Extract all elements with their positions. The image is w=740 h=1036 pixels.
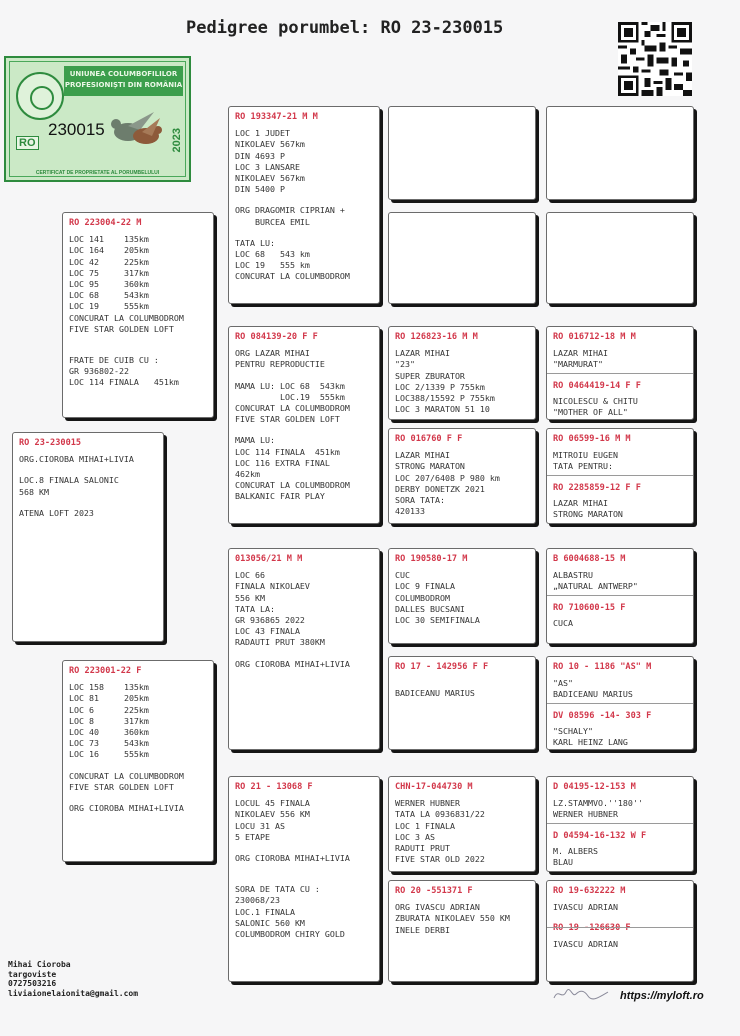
- certificate-footer: CERTIFICAT DE PROPRIETATE AL PORUMBELULUI: [35, 170, 160, 176]
- detail-line: [235, 228, 374, 238]
- detail-line: [235, 874, 374, 884]
- detail-line: BALKANIC FAIR PLAY: [235, 491, 325, 502]
- detail-line: ORG DRAGOMIR CIPRIAN +: [235, 205, 345, 216]
- detail-line: 556 KM: [235, 592, 265, 603]
- detail-line: LOC 30 SEMIFINALA: [395, 615, 480, 626]
- ancestor-details-mff: [395, 570, 530, 626]
- detail-line: SORA TATA:: [395, 495, 445, 506]
- empty-ancestor-card: [388, 212, 536, 304]
- ancestor-ring-fmmf: RO 06599-16 M M: [553, 434, 631, 444]
- ancestor-card-mff: [388, 548, 536, 644]
- detail-line: [69, 335, 208, 345]
- paternal-grandfather-card: [228, 106, 380, 304]
- detail-line: COLUMBODROM CHIRY GOLD: [235, 929, 345, 940]
- union-name: UNIUNEA COLUMBOFILILOR PROFESIONIȘTI DIN ROMÂNIA: [64, 66, 183, 96]
- ancestor-ring-mff: RO 190580-17 M: [395, 554, 468, 564]
- detail-line: TATA LA:: [235, 603, 275, 614]
- ancestor-pair-card: [546, 880, 694, 982]
- detail-line: NIKOLAEV 567km: [235, 173, 305, 184]
- detail-line: LOC 19 555km: [69, 301, 149, 312]
- detail-line: FIVE STAR GOLDEN LOFT: [69, 781, 174, 792]
- ancestor-details-mfmf: [553, 678, 688, 700]
- detail-line: LOC 68 543km: [69, 290, 149, 301]
- detail-line: [235, 195, 374, 205]
- ancestor-details-mfmm: [553, 726, 688, 748]
- detail-line: NICOLESCU & CHITU: [553, 395, 638, 406]
- detail-line: LOC 95 360km: [69, 279, 149, 290]
- detail-line: CUC: [395, 570, 410, 581]
- detail-line: 568 KM: [19, 486, 49, 497]
- detail-line: LAZAR MIHAI: [553, 348, 608, 359]
- maternal-grandfather-card: [228, 548, 380, 750]
- detail-line: LOC 141 135km: [69, 234, 149, 245]
- subject-ring: RO 23-230015: [19, 438, 82, 448]
- detail-line: LOC 1 FINALA: [395, 820, 455, 831]
- detail-line: 5 ETAPE: [235, 831, 270, 842]
- detail-line: "MOTHER OF ALL": [553, 407, 628, 418]
- card-divider: [547, 595, 693, 596]
- ancestor-card-fmm: [388, 428, 536, 524]
- detail-line: INELE DERBI: [395, 924, 450, 935]
- owner-contact: [8, 960, 138, 998]
- maternal-grandmother-details: [235, 798, 374, 940]
- detail-line: LOC 81 205km: [69, 693, 149, 704]
- detail-line: CONCURAT LA COLUMBODROM: [235, 271, 350, 282]
- card-divider: [547, 703, 693, 704]
- mother-card: [62, 660, 214, 862]
- detail-line: ORG CIOROBA MIHAI+LIVIA: [69, 803, 184, 814]
- detail-line: ORG CIOROBA MIHAI+LIVIA: [235, 853, 350, 864]
- detail-line: WERNER HUBNER: [395, 798, 460, 809]
- detail-line: WERNER HUBNER: [553, 809, 618, 820]
- detail-line: 462km: [235, 469, 260, 480]
- detail-line: ORG CIOROBA MIHAI+LIVIA: [235, 658, 350, 669]
- ancestor-details-mmm: [395, 902, 530, 936]
- ancestor-pair-card: [546, 548, 694, 644]
- union-logo-icon: [16, 72, 64, 120]
- ancestor-details-fmff: [553, 348, 688, 370]
- detail-line: LOC 2/1339 P 755km: [395, 381, 485, 392]
- ancestor-ring-fmfm: RO 0464419-14 F F: [553, 380, 641, 391]
- ancestor-ring-mfmf: RO 10 - 1186 "AS" M: [553, 662, 652, 672]
- detail-line: DIN 4693 P: [235, 150, 285, 161]
- ancestor-details-mmmm: [553, 939, 688, 950]
- ownership-certificate: [4, 56, 191, 182]
- detail-line: NIKOLAEV 567km: [235, 139, 305, 150]
- detail-line: LAZAR MIHAI: [553, 497, 608, 508]
- ancestor-ring-mmf: CHN-17-044730 M: [395, 782, 473, 792]
- detail-line: LOC 116 EXTRA FINAL: [235, 457, 330, 468]
- detail-line: MAMA LU:: [235, 435, 275, 446]
- ancestor-details-mmff: [553, 798, 688, 820]
- detail-line: LOC 75 317km: [69, 267, 149, 278]
- detail-line: [69, 345, 208, 355]
- detail-line: MITROIU EUGEN: [553, 450, 618, 461]
- paternal-grandfather-ring: RO 193347-21 M M: [235, 112, 318, 122]
- card-divider: [547, 823, 693, 824]
- detail-line: LOC 158 135km: [69, 682, 149, 693]
- father-card: [62, 212, 214, 418]
- owner-city: targoviste: [8, 969, 57, 979]
- ancestor-ring-mfff: B 6004688-15 M: [553, 554, 626, 564]
- father-details: [69, 234, 208, 388]
- detail-line: [19, 465, 158, 475]
- detail-line: LOC 207/6408 P 980 km: [395, 472, 500, 483]
- certificate-year: 2023: [171, 128, 183, 153]
- detail-line: LOCU 31 AS: [235, 820, 285, 831]
- maternal-grandmother-ring: RO 21 - 13068 F: [235, 782, 313, 792]
- detail-line: LAZAR MIHAI: [395, 348, 450, 359]
- detail-line: LOC 1 JUDET: [235, 128, 290, 139]
- detail-line: 420133: [395, 506, 425, 517]
- detail-line: DERBY DONETZK 2021: [395, 483, 485, 494]
- maternal-grandmother-card: [228, 776, 380, 982]
- detail-line: TATA LU:: [235, 237, 275, 248]
- detail-line: CONCURAT LA COLUMBODROM: [235, 480, 350, 491]
- detail-line: LOC.1 FINALA: [235, 906, 295, 917]
- detail-line: LOCUL 45 FINALA: [235, 798, 310, 809]
- qr-code-icon: [618, 22, 692, 96]
- ancestor-pair-card: [546, 428, 694, 524]
- ancestor-ring-mmmm: RO 19 -126630 F: [553, 923, 631, 934]
- detail-line: BLAU: [553, 857, 573, 868]
- detail-line: "MARMURAT": [553, 359, 603, 370]
- detail-line: SUPER ZBURATOR: [395, 370, 465, 381]
- detail-line: NIKOLAEV 556 KM: [235, 809, 310, 820]
- ancestor-ring-mmfm: D 04594-16-132 W F: [553, 830, 647, 841]
- detail-line: LOC 114 FINALA 451km: [235, 446, 340, 457]
- detail-line: LOC 3 MARATON 51 10: [395, 404, 490, 415]
- ancestor-details-mffm: [553, 618, 688, 629]
- detail-line: BADICEANU MARIUS: [553, 689, 633, 700]
- ancestor-ring-fmf: RO 126823-16 M M: [395, 332, 478, 342]
- maternal-grandfather-details: [235, 570, 374, 670]
- detail-line: [235, 425, 374, 435]
- ancestor-details-mmf: [395, 798, 530, 865]
- detail-line: TATA PENTRU:: [553, 461, 613, 472]
- detail-line: LZ.STAMMVO.''180'': [553, 798, 643, 809]
- detail-line: MAMA LU: LOC 68 543km: [235, 380, 345, 391]
- ancestor-details-mmfm: [553, 846, 688, 868]
- detail-line: FIVE STAR GOLDEN LOFT: [235, 414, 340, 425]
- detail-line: SORA DE TATA CU :: [235, 884, 320, 895]
- ancestor-card-mmm: [388, 880, 536, 982]
- certificate-country: RO: [16, 136, 39, 150]
- detail-line: DALLES BUCSANI: [395, 603, 465, 614]
- detail-line: FIVE STAR OLD 2022: [395, 854, 485, 865]
- empty-ancestor-card: [388, 106, 536, 200]
- ancestor-details-mmmf: [553, 902, 688, 913]
- detail-line: LOC.8 FINALA SALONIC: [19, 475, 119, 486]
- detail-line: LOC.19 555km: [235, 391, 345, 402]
- card-divider: [547, 927, 693, 928]
- detail-line: ORG.CIOROBA MIHAI+LIVIA: [19, 454, 134, 465]
- ancestor-ring-fmm: RO 016760 F F: [395, 434, 463, 444]
- ancestor-ring-fmmm: RO 2285859-12 F F: [553, 482, 641, 493]
- detail-line: LAZAR MIHAI: [395, 450, 450, 461]
- ancestor-ring-mmmf: RO 19-632222 M: [553, 886, 626, 896]
- detail-line: [235, 843, 374, 853]
- detail-line: FINALA NIKOLAEV: [235, 581, 310, 592]
- ancestor-details-fmmm: [553, 498, 688, 520]
- detail-line: FRATE DE CUIB CU :: [69, 355, 159, 366]
- detail-line: LOC 6 225km: [69, 704, 149, 715]
- website-link[interactable]: https://myloft.ro: [620, 990, 704, 1002]
- detail-line: PENTRU REPRODUCTIE: [235, 359, 325, 370]
- detail-line: RADAUTI PRUT 380KM: [235, 637, 325, 648]
- detail-line: LOC 3 LANSARE: [235, 161, 300, 172]
- detail-line: BURCEA EMIL: [235, 216, 310, 227]
- detail-line: RADUTI PRUT: [395, 843, 450, 854]
- subject-details: [19, 454, 158, 519]
- detail-line: LOC 8 317km: [69, 715, 149, 726]
- ancestor-ring-mfmm: DV 08596 -14- 303 F: [553, 710, 652, 721]
- owner-name: Mihai Cioroba: [8, 960, 71, 969]
- paternal-grandmother-ring: RO 084139-20 F F: [235, 332, 318, 342]
- ancestor-ring-mffm: RO 710600-15 F: [553, 602, 626, 613]
- detail-line: LOC 40 360km: [69, 727, 149, 738]
- ancestor-details-fmmf: [553, 450, 688, 472]
- detail-line: GR 936802-22: [69, 366, 129, 377]
- detail-line: [69, 793, 208, 803]
- detail-line: LOC388/15592 P 755km: [395, 393, 495, 404]
- ancestor-card-mmf: [388, 776, 536, 872]
- detail-line: FIVE STAR GOLDEN LOFT: [69, 323, 174, 334]
- pigeons-icon: [106, 106, 166, 150]
- detail-line: 230068/23: [235, 895, 280, 906]
- detail-line: BADICEANU MARIUS: [395, 688, 475, 699]
- ancestor-details-mfm: [395, 678, 530, 699]
- detail-line: M. ALBERS: [553, 845, 598, 856]
- detail-line: LOC 68 543 km: [235, 249, 310, 260]
- ancestor-details-fmfm: [553, 396, 688, 418]
- card-divider: [547, 373, 693, 374]
- ancestor-pair-card: [546, 656, 694, 750]
- detail-line: COLUMBODROM: [395, 592, 450, 603]
- ancestor-ring-mmm: RO 20 -551371 F: [395, 886, 473, 896]
- detail-line: LOC 114 FINALA 451km: [69, 377, 179, 388]
- owner-email[interactable]: liviaionelaionita@gmail.com: [8, 988, 139, 998]
- detail-line: DIN 5400 P: [235, 184, 285, 195]
- ancestor-details-mfff: [553, 570, 688, 592]
- detail-line: CONCURAT LA COLUMBODROM: [235, 403, 350, 414]
- paternal-grandmother-details: [235, 348, 374, 502]
- detail-line: IVASCU ADRIAN: [553, 902, 618, 913]
- subject-pigeon-card: [12, 432, 164, 642]
- card-divider: [547, 475, 693, 476]
- detail-line: ATENA LOFT 2023: [19, 507, 94, 518]
- detail-line: [395, 678, 530, 688]
- ancestor-pair-card: [546, 326, 694, 420]
- detail-line: CONCURAT LA COLUMBODROM: [69, 312, 184, 323]
- detail-line: LOC 66: [235, 570, 265, 581]
- ancestor-card-mfm: [388, 656, 536, 750]
- detail-line: LOC 42 225km: [69, 256, 149, 267]
- detail-line: CUCA: [553, 617, 573, 628]
- detail-line: ZBURATA NIKOLAEV 550 KM: [395, 913, 510, 924]
- detail-line: LOC 43 FINALA: [235, 626, 300, 637]
- detail-line: STRONG MARATON: [553, 509, 623, 520]
- detail-line: STRONG MARATON: [395, 461, 465, 472]
- empty-ancestor-card: [546, 106, 694, 200]
- ancestor-ring-mfm: RO 17 - 142956 F F: [395, 662, 489, 672]
- detail-line: LOC 9 FINALA: [395, 581, 455, 592]
- detail-line: TATA LA 0936831/22: [395, 809, 485, 820]
- paternal-grandfather-details: [235, 128, 374, 282]
- ancestor-details-fmm: [395, 450, 530, 517]
- detail-line: LOC 19 555 km: [235, 260, 310, 271]
- empty-ancestor-card: [546, 212, 694, 304]
- detail-line: ORG IVASCU ADRIAN: [395, 902, 480, 913]
- detail-line: [235, 649, 374, 659]
- ancestor-details-fmf: [395, 348, 530, 415]
- detail-line: „NATURAL ANTWERP": [553, 581, 638, 592]
- detail-line: SALONIC 560 KM: [235, 917, 305, 928]
- signature-icon: [552, 986, 612, 1002]
- detail-line: "SCHALY": [553, 725, 593, 736]
- detail-line: LOC 3 AS: [395, 831, 435, 842]
- ancestor-pair-card: [546, 776, 694, 872]
- detail-line: "23": [395, 359, 415, 370]
- detail-line: ALBASTRU: [553, 570, 593, 581]
- father-ring: RO 223004-22 M: [69, 218, 142, 228]
- detail-line: CONCURAT LA COLUMBODROM: [69, 770, 184, 781]
- detail-line: IVASCU ADRIAN: [553, 938, 618, 949]
- detail-line: "AS": [553, 678, 573, 689]
- detail-line: LOC 73 543km: [69, 738, 149, 749]
- mother-details: [69, 682, 208, 814]
- mother-ring: RO 223001-22 F: [69, 666, 142, 676]
- detail-line: GR 936865 2022: [235, 615, 305, 626]
- paternal-grandmother-card: [228, 326, 380, 524]
- page-title: Pedigree porumbel: RO 23-230015: [186, 18, 504, 38]
- detail-line: [235, 371, 374, 381]
- detail-line: [235, 864, 374, 874]
- detail-line: LOC 16 555km: [69, 749, 149, 760]
- detail-line: LOC 164 205km: [69, 245, 149, 256]
- detail-line: [19, 498, 158, 508]
- ancestor-card-fmf: [388, 326, 536, 420]
- owner-phone: 0727503216: [8, 979, 57, 989]
- ancestor-ring-fmff: RO 016712-18 M M: [553, 332, 636, 342]
- maternal-grandfather-ring: 013056/21 M M: [235, 554, 303, 564]
- certificate-ring-number: 230015: [48, 120, 105, 139]
- ancestor-ring-mmff: D 04195-12-153 M: [553, 782, 636, 792]
- detail-line: KARL HEINZ LANG: [553, 737, 628, 748]
- detail-line: ORG LAZAR MIHAI: [235, 348, 310, 359]
- detail-line: [69, 761, 208, 771]
